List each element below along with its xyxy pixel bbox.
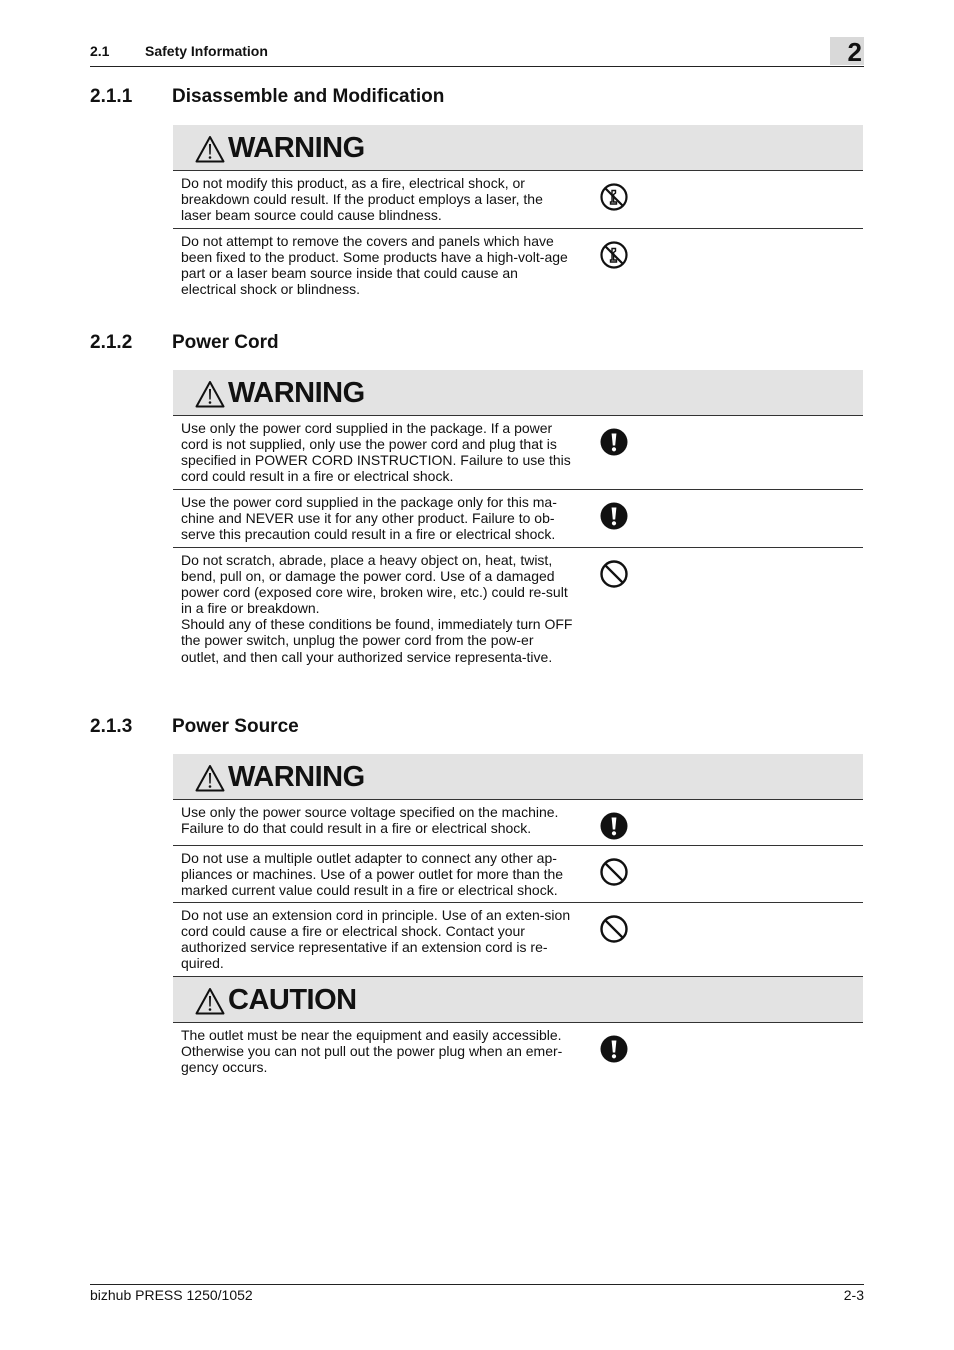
safety-item-text: Use only the power source voltage specified on the machine. Failure to do that could result in a fire or electrical shock. [181, 804, 559, 837]
caution-triangle-icon [195, 135, 225, 163]
page-footer [90, 1284, 864, 1303]
prohibited-icon [599, 857, 629, 887]
section-heading [90, 716, 299, 738]
section-heading [90, 332, 279, 354]
mandatory-action-icon [599, 501, 629, 531]
chapter-number-tab: 2 [830, 37, 864, 65]
mandatory-action-icon [599, 811, 629, 841]
warning-banner [173, 125, 863, 171]
safety-item [173, 1023, 863, 1083]
signal-word: WARNING [228, 377, 365, 409]
no-disassembly-icon [599, 240, 629, 270]
page-header [90, 37, 864, 67]
section-number: 2.1.2 [90, 332, 133, 353]
safety-item-text: Do not attempt to remove the covers and panels which have been fixed to the product. Some products have a high-volt-age part or a laser beam source inside that could cause an electrical shock or blindness. [181, 233, 568, 298]
footer-page-number: 2-3 [843, 1287, 864, 1303]
warning-banner [173, 370, 863, 416]
warning-panel [173, 125, 863, 303]
safety-item [173, 800, 863, 846]
caution-banner [173, 977, 863, 1023]
signal-word: WARNING [228, 761, 365, 793]
section-title: Power Cord [172, 332, 279, 353]
safety-item-text: Do not use an extension cord in principle. Use of an exten-sion cord could cause a fire or electrical shock. Contact your authorized service representative if an extension cord is re-quired. [181, 907, 571, 972]
header-section-title: Safety Information [145, 43, 268, 59]
safety-item [173, 548, 863, 682]
caution-triangle-icon [195, 764, 225, 792]
signal-word: CAUTION [228, 984, 357, 1016]
safety-item [173, 490, 863, 548]
safety-item [173, 846, 863, 903]
footer-product-name: bizhub PRESS 1250/1052 [90, 1287, 253, 1303]
prohibited-icon [599, 914, 629, 944]
section-number: 2.1.3 [90, 716, 133, 737]
section-title: Power Source [172, 716, 299, 737]
caution-panel [173, 977, 863, 1083]
prohibited-icon [599, 559, 629, 589]
safety-item-text: Do not scratch, abrade, place a heavy object on, heat, twist, bend, pull on, or damage the power cord. Use of a damaged power cord (exposed core wire, broken wire, etc.) could re-sult in a fire or breakdown. Should any of these conditions be found, immediately turn OFF the power switch, unplug the power cord from the pow-er outlet, and then call your authorized service representa-tive. [181, 552, 573, 665]
safety-item-text: Use only the power cord supplied in the package. If a power cord is not supplied, only use the power cord and plug that is specified in POWER CORD INSTRUCTION. Failure to use this cord could result in a fire or electrical shock. [181, 420, 571, 485]
warning-panel [173, 754, 863, 977]
warning-panel [173, 370, 863, 682]
caution-triangle-icon [195, 987, 225, 1015]
safety-item-text: Use the power cord supplied in the package only for this ma-chine and NEVER use it for any other product. Failure to ob-serve this precaution could result in a fire or electrical shock. [181, 494, 557, 543]
safety-item [173, 416, 863, 490]
safety-item [173, 229, 863, 303]
signal-word: WARNING [228, 132, 365, 164]
mandatory-action-icon [599, 427, 629, 457]
section-number: 2.1.1 [90, 86, 133, 107]
mandatory-action-icon [599, 1034, 629, 1064]
safety-item-text: Do not modify this product, as a fire, electrical shock, or breakdown could result. If the product employs a laser, the laser beam source could cause blindness. [181, 175, 543, 224]
safety-item [173, 903, 863, 977]
safety-item-text: The outlet must be near the equipment and easily accessible. Otherwise you can not pull out the power plug when an emer-gency occurs. [181, 1027, 563, 1076]
section-title: Disassemble and Modification [172, 86, 445, 107]
warning-banner [173, 754, 863, 800]
caution-triangle-icon [195, 380, 225, 408]
safety-item-text: Do not use a multiple outlet adapter to connect any other ap-pliances or machines. Use of a power outlet for more than the marked current value could result in a fire or electrical shock. [181, 850, 564, 899]
header-section-number: 2.1 [90, 43, 110, 59]
safety-item [173, 171, 863, 229]
no-disassembly-icon [599, 182, 629, 212]
section-heading [90, 86, 444, 108]
